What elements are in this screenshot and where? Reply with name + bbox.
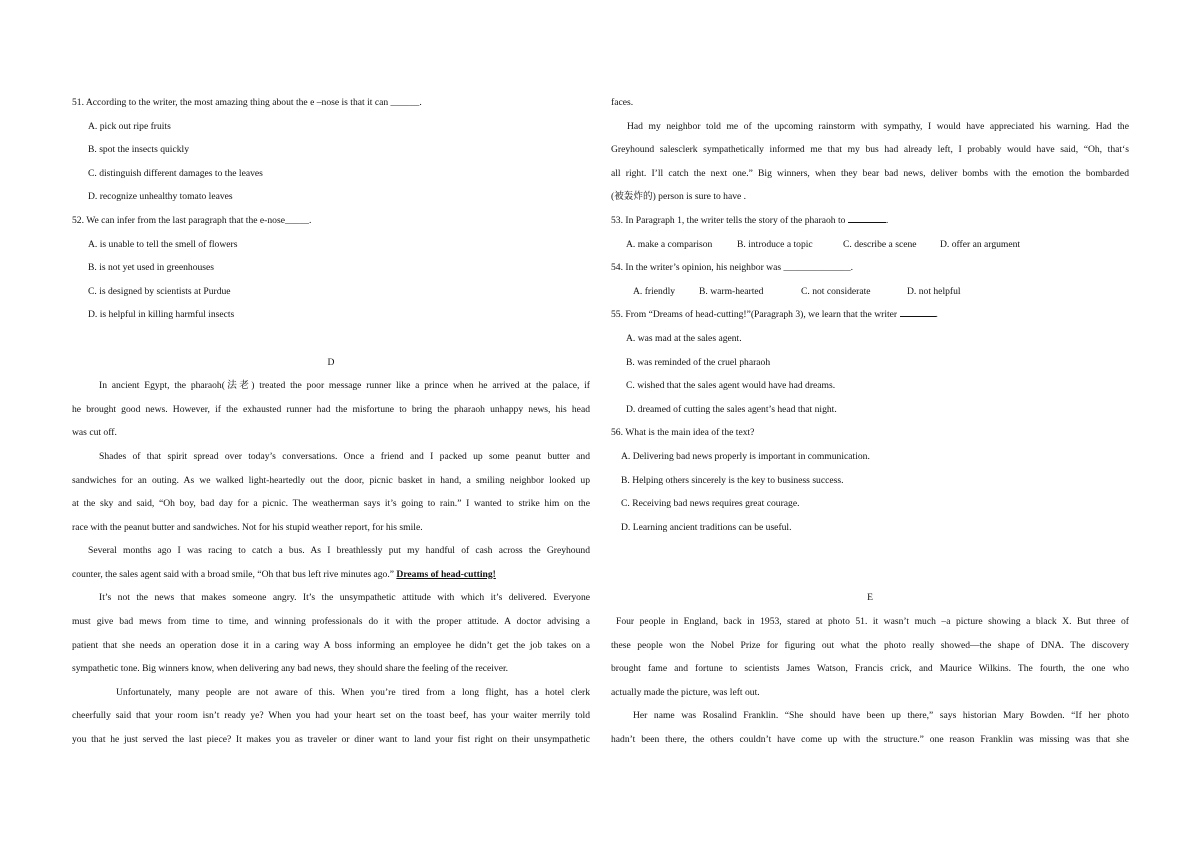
question-51-option-b: B. spot the insects quickly bbox=[88, 144, 189, 156]
passage-d-paragraph-5-line: Unfortunately, many people are not aware of this. When you’re tired from a long flight, has a hotel clerk bbox=[116, 686, 590, 698]
question-55-stem-end: . bbox=[935, 309, 938, 321]
passage-e-paragraph-2-line: hadn’t been there, the others couldn’t have come up with the structure.” one reason Franklin was missing was that she bbox=[611, 734, 1129, 746]
passage-d-paragraph-5-line: you that he just served the last piece? It makes you as traveler or diner want to land your fist right on their unsympathetic bbox=[72, 734, 590, 746]
question-52-option-d: D. is helpful in killing harmful insects bbox=[88, 309, 235, 321]
passage-d-paragraph-2-line: race with the peanut butter and sandwiches. Not for his stupid weather report, for his smile. bbox=[72, 521, 423, 533]
question-53-option-a: A. make a comparison bbox=[626, 238, 713, 250]
left-column bbox=[72, 91, 590, 752]
question-55-option-c: C. wished that the sales agent would have had dreams. bbox=[626, 380, 836, 392]
passage-e-paragraph-1-line: Four people in England, back in 1953, stared at photo 51. it wasn’t much –a picture showing a black X. But three of bbox=[616, 616, 1129, 628]
passage-d-paragraph-4-line: patient that she needs an operation dose it in a caring way A boss informing an employee he didn’t get the job takes on a bbox=[72, 639, 590, 651]
question-56-option-c: C. Receiving bad news requires great courage. bbox=[621, 498, 800, 510]
question-54-options bbox=[611, 280, 1129, 304]
passage-d-paragraph-3-line bbox=[72, 563, 590, 587]
question-53-option-d: D. offer an argument bbox=[940, 238, 1021, 250]
section-heading-e: E bbox=[867, 592, 873, 604]
question-55-stem bbox=[611, 303, 1129, 327]
dreams-of-head-cutting-emphasis: Dreams of head-cutting! bbox=[396, 568, 496, 580]
passage-e-paragraph-1-line: actually made the picture, was left out. bbox=[611, 686, 760, 698]
question-54-stem: 54. In the writer’s opinion, his neighbor was ______________. bbox=[611, 262, 854, 274]
passage-d-paragraph-5-end: faces. bbox=[611, 97, 634, 108]
question-55-option-a: A. was mad at the sales agent. bbox=[626, 332, 742, 344]
question-55-option-b: B. was reminded of the cruel pharaoh bbox=[626, 356, 771, 368]
passage-d-paragraph-1-line: In ancient Egypt, the pharaoh(法老) treated the poor message runner like a prince when he arrived at the palace, if bbox=[99, 380, 590, 392]
passage-d-paragraph-2-line: Shades of that spirit spread over today’s conversations. Once a friend and I packed up some peanut butter and bbox=[99, 450, 590, 462]
passage-d-paragraph-5-line: cheerfully said that your room isn’t ready ye? When you had your heart set on the toast beef, has your waiter merrily told bbox=[72, 710, 590, 722]
passage-d-paragraph-6-line: Had my neighbor told me of the upcoming rainstorm with sympathy, I would have appreciated his warning. Had the bbox=[627, 120, 1129, 132]
question-54-option-a: A. friendly bbox=[633, 285, 676, 297]
passage-d-paragraph-2-line: sandwiches for an outing. As we walked light-heartedly out the door, picnic basket in hand, a smiling neighbor looked up bbox=[72, 474, 590, 486]
question-54-option-d: D. not helpful bbox=[907, 285, 961, 297]
passage-d-paragraph-6-line: all right. I’ll catch the next one.” Big winners, when they bear bad news, deliver bombs with the emotion the bombarded bbox=[611, 167, 1129, 179]
passage-d-paragraph-4-line: sympathetic tone. Big winners know, when delivering any bad news, they should share the feeling of the receiver. bbox=[72, 663, 509, 675]
question-56-option-a: A. Delivering bad news properly is important in communication. bbox=[621, 450, 870, 462]
question-56-option-b: B. Helping others sincerely is the key to business success. bbox=[621, 474, 844, 486]
question-52-stem: 52. We can infer from the last paragraph that the e-nose_____. bbox=[72, 214, 312, 226]
question-56-stem: 56. What is the main idea of the text? bbox=[611, 427, 755, 439]
question-54-option-c: C. not considerate bbox=[801, 285, 871, 297]
question-53-stem bbox=[611, 209, 1129, 233]
question-51-option-d: D. recognize unhealthy tomato leaves bbox=[88, 191, 233, 203]
passage-e-paragraph-1-line: brought fame and fortune to scientists James Watson, Francis crick, and Maurice Wilkins. The fourth, the one who bbox=[611, 663, 1129, 675]
question-55-option-d: D. dreamed of cutting the sales agent’s head that night. bbox=[626, 403, 837, 415]
question-51-stem: 51. According to the writer, the most amazing thing about the e –nose is that it can ______. bbox=[72, 97, 422, 108]
question-54-option-b: B. warm-hearted bbox=[699, 285, 764, 297]
question-53-stem-end: . bbox=[885, 214, 889, 226]
passage-d-paragraph-6-line: (被轰炸的) person is sure to have . bbox=[611, 191, 747, 203]
question-55-stem-text: 55. From “Dreams of head-cutting!”(Paragraph 3), we learn that the writer bbox=[611, 309, 898, 321]
passage-d-paragraph-4-line: It’s not the news that makes someone angry. It’s the unsympathetic attitude with which it’s delivered. Everyone bbox=[99, 592, 590, 604]
section-heading-d: D bbox=[327, 356, 335, 368]
question-53-options bbox=[611, 233, 1129, 257]
passage-d-paragraph-4-line: must give bad mews from time to time, and winning professionals do it with the proper attitude. A doctor advising a bbox=[72, 616, 590, 628]
passage-d-paragraph-1-line: was cut off. bbox=[72, 427, 117, 439]
passage-d-paragraph-2-line: at the sky and said, “Oh boy, bad day for a picnic. The weatherman says it’s going to rain.” I wanted to strike him on the bbox=[72, 498, 590, 510]
passage-d-paragraph-6-line: Greyhound salesclerk sympathetically informed me that my bus had already left, I probably would have said, “Oh, that‘s bbox=[611, 144, 1129, 156]
right-column bbox=[611, 91, 1129, 752]
passage-e-paragraph-2-line: Her name was Rosalind Franklin. “She should have been up there,” says historian Mary Bowden. “If her photo bbox=[633, 710, 1129, 722]
passage-e-paragraph-1-line: these people won the Nobel Prize for figuring out what the photo really showed—the shape of DNA. The discovery bbox=[611, 639, 1129, 651]
question-52-option-c: C. is designed by scientists at Purdue bbox=[88, 285, 231, 297]
answer-blank bbox=[848, 213, 886, 223]
question-53-stem-text: 53. In Paragraph 1, the writer tells the story of the pharaoh to bbox=[611, 214, 846, 226]
passage-d-paragraph-1-line: he brought good news. However, if the exhausted runner had the misfortune to bring the pharaoh unhappy news, his head bbox=[72, 403, 590, 415]
question-53-option-c: C. describe a scene bbox=[843, 238, 917, 250]
question-52-option-b: B. is not yet used in greenhouses bbox=[88, 262, 215, 274]
answer-blank bbox=[900, 307, 936, 317]
question-51-option-c: C. distinguish different damages to the leaves bbox=[88, 167, 263, 179]
question-56-option-d: D. Learning ancient traditions can be useful. bbox=[621, 521, 792, 533]
question-53-option-b: B. introduce a topic bbox=[737, 238, 813, 250]
passage-d-paragraph-3-line: Several months ago I was racing to catch a bus. As I breathlessly put my handful of cash across the Greyhound bbox=[88, 545, 590, 557]
passage-d-paragraph-3-text: counter, the sales agent said with a broad smile, “Oh that bus left rive minutes ago.” bbox=[72, 568, 394, 580]
question-51-option-a: A. pick out ripe fruits bbox=[88, 120, 171, 132]
question-52-option-a: A. is unable to tell the smell of flowers bbox=[88, 238, 238, 250]
